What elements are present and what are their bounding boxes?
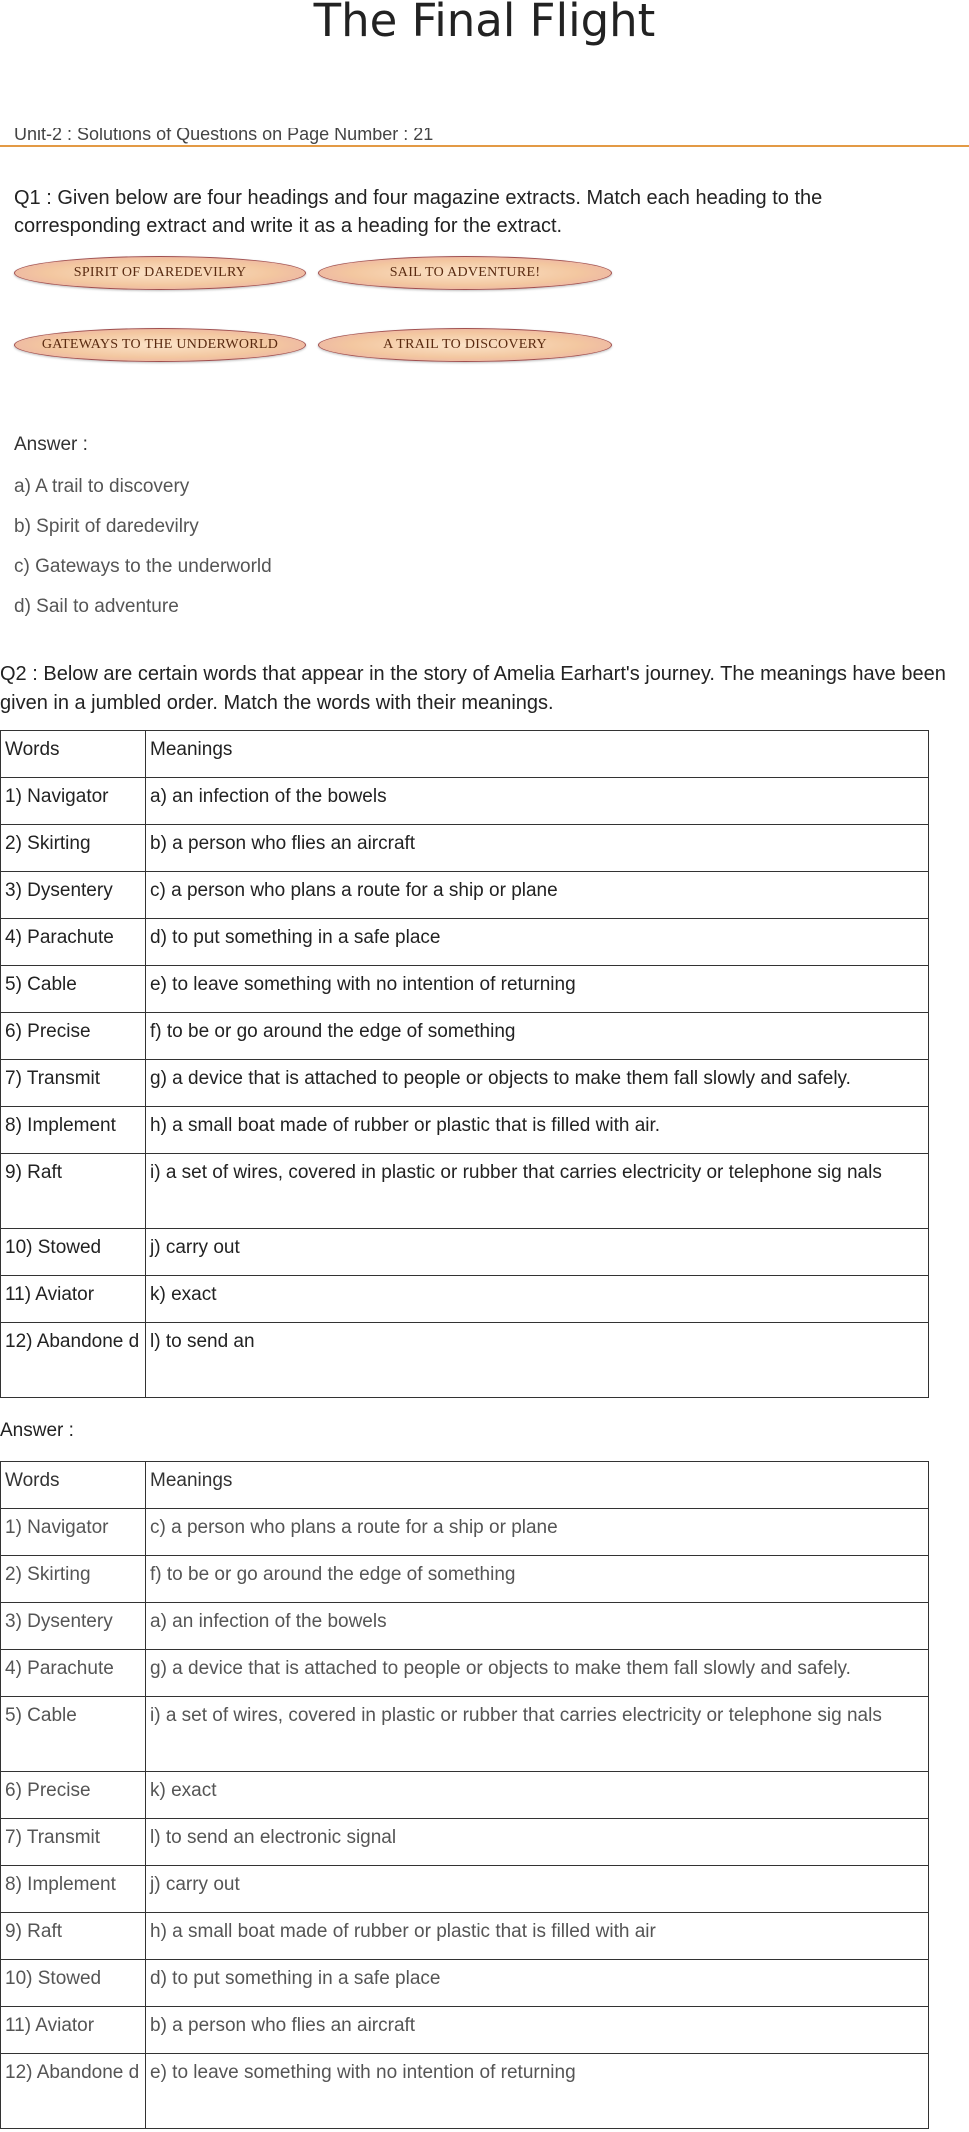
page-title: The Final Flight (313, 0, 656, 47)
meaning-cell: f) to be or go around the edge of something (146, 1013, 929, 1060)
meaning-cell: d) to put something in a safe place (146, 919, 929, 966)
answer-word-cell: 8) Implement (1, 1866, 146, 1913)
meaning-cell: g) a device that is attached to people or objects to make them fall slowly and safely. (146, 1060, 929, 1107)
answer-row (1, 1509, 929, 1556)
table-row (1, 1060, 929, 1107)
answer-meaning-cell: b) a person who flies an aircraft (146, 2007, 929, 2054)
word-cell: 11) Aviator (1, 1276, 146, 1323)
answer-word-cell: 3) Dysentery (1, 1603, 146, 1650)
table-row (1, 1276, 929, 1323)
answer-word-cell: 2) Skirting (1, 1556, 146, 1603)
unit-header: Unit-2 : Solutions of Questions on Page Number : 21 (0, 128, 969, 147)
meaning-cell: e) to leave something with no intention of returning (146, 966, 929, 1013)
answer-meaning-cell: j) carry out (146, 1866, 929, 1913)
answer-header-meanings: Meanings (146, 1462, 929, 1509)
q1-answer-d: d) Sail to adventure (14, 596, 179, 617)
answer-word-cell: 4) Parachute (1, 1650, 146, 1697)
q1-answer-a: a) A trail to discovery (14, 476, 190, 497)
answer-row (1, 1603, 929, 1650)
answer-meaning-cell: h) a small boat made of rubber or plastic that is filled with air (146, 1913, 929, 1960)
meaning-cell: k) exact (146, 1276, 929, 1323)
answer-word-cell: 5) Cable (1, 1697, 146, 1772)
table-row (1, 872, 929, 919)
answer-row (1, 2007, 929, 2054)
meaning-cell: l) to send an (146, 1323, 929, 1398)
question-1-text: Q1 : Given below are four headings and four magazine extracts. Match each heading to the corresponding extract and write it as a heading for the extract. (14, 187, 823, 237)
word-cell: 7) Transmit (1, 1060, 146, 1107)
meaning-cell: c) a person who plans a route for a ship or plane (146, 872, 929, 919)
answer-row (1, 2054, 929, 2129)
answer-word-cell: 11) Aviator (1, 2007, 146, 2054)
header-cell-words: Words (1, 731, 146, 778)
answer-row (1, 1697, 929, 1772)
meaning-cell: j) carry out (146, 1229, 929, 1276)
answer-meaning-cell: f) to be or go around the edge of something (146, 1556, 929, 1603)
word-cell: 4) Parachute (1, 919, 146, 966)
answer-meaning-cell: l) to send an electronic signal (146, 1819, 929, 1866)
q1-answer-c: c) Gateways to the underworld (14, 556, 272, 577)
answer-word-cell: 12) Abandone d (1, 2054, 146, 2129)
answer-meaning-cell: i) a set of wires, covered in plastic or rubber that carries electricity or telephone sig nals (146, 1697, 929, 1772)
question-2-text: Q2 : Below are certain words that appear in the story of Amelia Earhart's journey. The meanings have been given in a jumbled order. Match the words with their meanings. (0, 663, 946, 714)
answer-row (1, 1556, 929, 1603)
meaning-cell: i) a set of wires, covered in plastic or rubber that carries electricity or telephone sig nals (146, 1154, 929, 1229)
meaning-cell: b) a person who flies an aircraft (146, 825, 929, 872)
answer-header-row (1, 1462, 929, 1509)
table-row (1, 1013, 929, 1060)
table-row (1, 1154, 929, 1229)
word-cell: 2) Skirting (1, 825, 146, 872)
word-cell: 1) Navigator (1, 778, 146, 825)
answer-table (0, 1461, 929, 2129)
answer-header-words: Words (1, 1462, 146, 1509)
answer-row (1, 1960, 929, 2007)
word-cell: 6) Precise (1, 1013, 146, 1060)
table-row (1, 778, 929, 825)
answer-word-cell: 1) Navigator (1, 1509, 146, 1556)
meaning-cell: a) an infection of the bowels (146, 778, 929, 825)
answer-row (1, 1772, 929, 1819)
answer-word-cell: 9) Raft (1, 1913, 146, 1960)
heading-pill-a-trail-to-discovery: A TRAIL TO DISCOVERY (318, 328, 612, 362)
answer-word-cell: 7) Transmit (1, 1819, 146, 1866)
answer-meaning-cell: k) exact (146, 1772, 929, 1819)
table-row (1, 966, 929, 1013)
meaning-cell: h) a small boat made of rubber or plastic that is filled with air. (146, 1107, 929, 1154)
heading-pill-sail-to-adventure: SAIL TO ADVENTURE! (318, 256, 612, 290)
answer-meaning-cell: e) to leave something with no intention of returning (146, 2054, 929, 2129)
q1-answer-label: Answer : (14, 434, 88, 455)
answer-row (1, 1650, 929, 1697)
answer-row (1, 1819, 929, 1866)
table-header-row (1, 731, 929, 778)
answer-meaning-cell: g) a device that is attached to people or objects to make them fall slowly and safely. (146, 1650, 929, 1697)
header-cell-meanings: Meanings (146, 731, 929, 778)
word-cell: 9) Raft (1, 1154, 146, 1229)
answer-row (1, 1913, 929, 1960)
answer-meaning-cell: c) a person who plans a route for a ship or plane (146, 1509, 929, 1556)
table-row (1, 1323, 929, 1398)
word-cell: 12) Abandone d (1, 1323, 146, 1398)
table-row (1, 825, 929, 872)
q1-answer-b: b) Spirit of daredevilry (14, 516, 199, 537)
word-cell: 5) Cable (1, 966, 146, 1013)
table-row (1, 1229, 929, 1276)
word-cell: 8) Implement (1, 1107, 146, 1154)
table-row (1, 919, 929, 966)
word-cell: 10) Stowed (1, 1229, 146, 1276)
table-row (1, 1107, 929, 1154)
answer-word-cell: 6) Precise (1, 1772, 146, 1819)
word-cell: 3) Dysentery (1, 872, 146, 919)
words-meanings-table (0, 730, 929, 1398)
answer-meaning-cell: d) to put something in a safe place (146, 1960, 929, 2007)
answer-word-cell: 10) Stowed (1, 1960, 146, 2007)
answer-row (1, 1866, 929, 1913)
heading-pill-gateways-to-the-underworld: GATEWAYS TO THE UNDERWORLD (14, 328, 306, 362)
q2-answer-label: Answer : (0, 1420, 74, 1441)
heading-pill-spirit-of-daredevilry: SPIRIT OF DAREDEVILRY (14, 256, 306, 290)
answer-meaning-cell: a) an infection of the bowels (146, 1603, 929, 1650)
